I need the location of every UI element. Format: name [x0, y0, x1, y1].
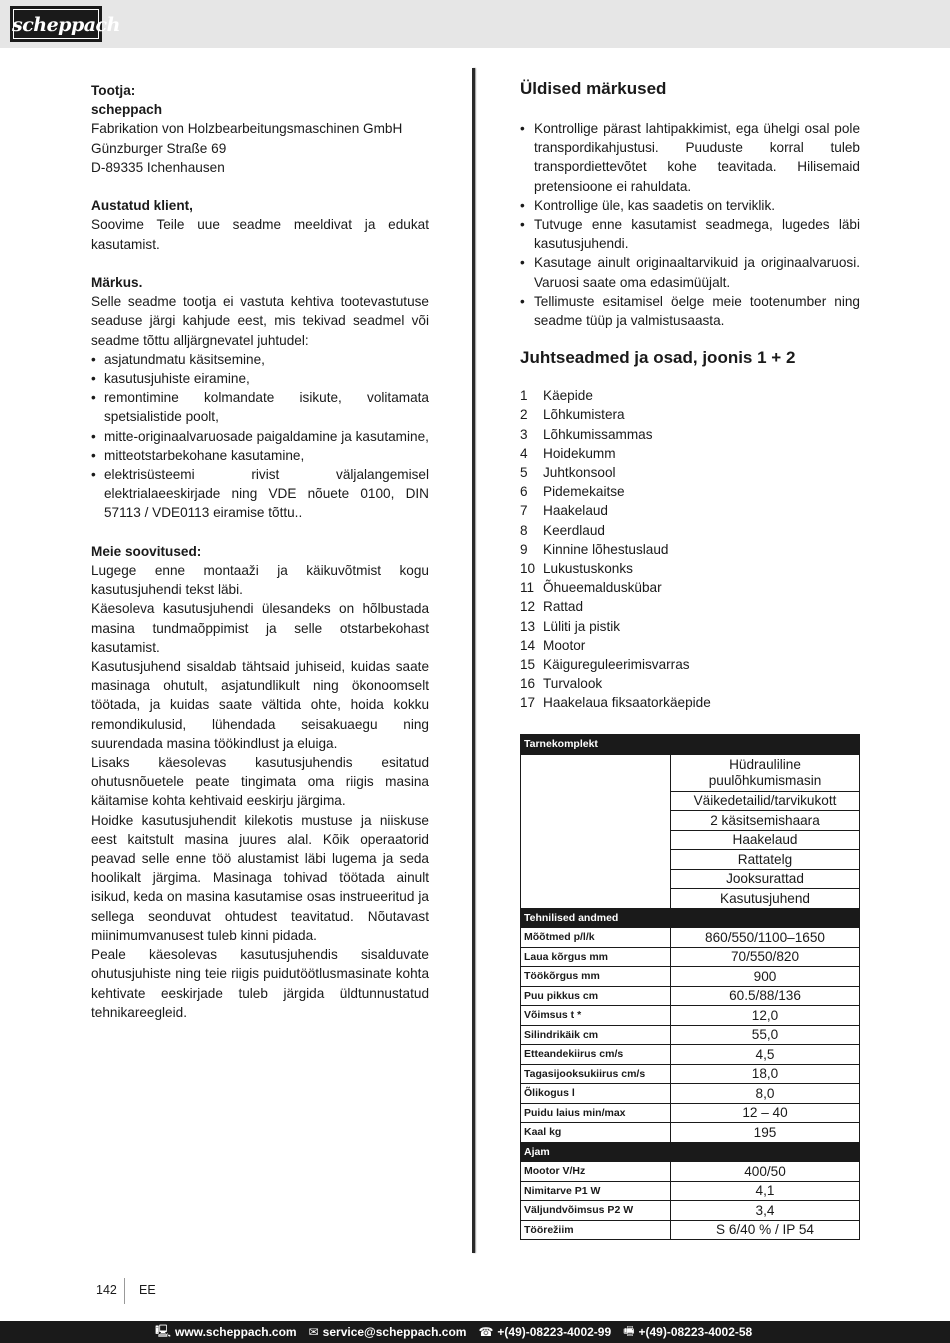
table-row: Laua kõrgus mm 70/550/820	[521, 947, 860, 967]
part-item: 8 Keerdlaud	[520, 522, 605, 538]
delivery-item: Kasutusjuhend	[671, 889, 860, 909]
maker-line: D-89335 Ichenhausen	[91, 159, 225, 175]
spec-table	[520, 734, 860, 1240]
delivery-item: Haakelaud	[671, 830, 860, 850]
note-text: Selle seadme tootja ei vastuta kehtiva tootevastutuse seaduse järgi kahjude eest, mis tekivad seadmel või seadme tõttu alljärgnevatel juhtudel:	[91, 294, 429, 348]
list-item: • asjatundmatu käsitsemine,	[91, 350, 429, 369]
footer-fax: 🖷 +(49)-08223-4002-58	[623, 1322, 752, 1343]
table-row: Nimitarve P1 W 4,1	[521, 1181, 860, 1201]
part-item: 11 Õhueemalduskübar	[520, 580, 662, 596]
delivery-item: Väikedetailid/tarvikukott	[671, 791, 860, 811]
list-item: • Tellimuste esitamisel öelge meie tootenumber ning seadme tüüp ja valmistusaasta.	[520, 292, 860, 330]
drive-heading: Ajam	[521, 1142, 860, 1162]
part-item: 12 Rattad	[520, 599, 584, 615]
computer-icon: 🖳	[155, 1323, 172, 1338]
tech-heading: Tehnilised andmed	[521, 908, 860, 928]
left-column	[91, 81, 429, 1022]
table-row: Mootor V/Hz 400/50	[521, 1162, 860, 1182]
column-divider	[472, 68, 475, 1253]
footer-email[interactable]: ✉ service@scheppach.com	[308, 1325, 467, 1339]
delivery-heading: Tarnekomplekt	[521, 735, 860, 755]
table-row: Õlikogus l 8,0	[521, 1084, 860, 1104]
table-row: Puu pikkus cm 60.5/88/136	[521, 986, 860, 1006]
part-item: 17 Haakelaua fiksaatorkäepide	[520, 695, 711, 711]
list-item: • Kontrollige üle, kas saadetis on terviklik.	[520, 196, 860, 215]
part-item: 10 Lukustuskonks	[520, 561, 633, 577]
fax-icon: 🖷	[623, 1323, 635, 1338]
delivery-item: Hüdrauliline puulõhkumismasin	[671, 754, 860, 791]
recommendation-paragraph: Käesoleva kasutusjuhendi ülesandeks on hõlbustada masina tundmaõppimist ja selle otstarbekohast kasutamist.	[91, 601, 429, 655]
dear-heading: Austatud klient,	[91, 198, 193, 214]
list-item: • mitte-originaalvaruosade paigaldamine ja kasutamine,	[91, 427, 429, 446]
table-row: Tagasijooksukiirus cm/s 18,0	[521, 1064, 860, 1084]
table-row	[521, 754, 860, 791]
footer-bar	[0, 1321, 950, 1343]
table-row: Silindrikäik cm 55,0	[521, 1025, 860, 1045]
part-item: 3 Lõhkumissammas	[520, 426, 653, 442]
delivery-item: Jooksurattad	[671, 869, 860, 889]
list-item: • remontimine kolmandate isikute, volitamata spetsialistide poolt,	[91, 388, 429, 426]
recommendation-paragraph: Hoidke kasutusjuhendit kilekotis mustuse ja niiskuse eest kaitstult masina juures alal. Kõik operaatorid peavad selle enne töö alustamist läbi lugema ja seda hoolikalt järgima. Masinaga tohivad töötada ainult isikud, keda on masina kasutamise osas instrueeritud ja sellega seonduvat ohtudest teavitatud. Nõutavast miinimumvanusest tuleb kinni pidada.	[91, 812, 429, 943]
table-row: Kaal kg 195	[521, 1123, 860, 1143]
recommendation-paragraph: Lugege enne montaaži ja käikuvõtmist kogu kasutusjuhendi tekst läbi.	[91, 563, 429, 598]
footer-web[interactable]: 🖳 www.scheppach.com	[155, 1322, 297, 1343]
list-item: • elektrisüsteemi rivist väljalangemisel elektrialaeeskirjade ning VDE nõuete 0100, DIN 57113 / VDE0113 eiramise tõttu..	[91, 465, 429, 523]
note-heading: Märkus.	[91, 275, 143, 290]
list-item: • Kontrollige pärast lahtipakkimist, ega ühelgi osal pole transpordikahjustusi. Puuduste korral tuleb transpordiettevõtet kohe teavitada. Hilisemaid pretensioone ei rahuldata.	[520, 119, 860, 196]
general-notes-heading: Üldised märkused	[520, 79, 667, 98]
right-column	[520, 78, 860, 713]
part-item: 9 Kinnine lõhestuslaud	[520, 541, 669, 557]
part-item: 4 Hoidekumm	[520, 445, 616, 461]
table-row: Töörežiim S 6/40 % / IP 54	[521, 1220, 860, 1240]
maker-line: Günzburger Straße 69	[91, 140, 227, 156]
list-item: • mitteotstarbekohane kasutamine,	[91, 446, 429, 465]
footer-phone: ☎ +(49)-08223-4002-99	[478, 1325, 612, 1339]
part-item: 7 Haakelaud	[520, 503, 608, 519]
maker-name: scheppach	[91, 102, 163, 118]
page-number: 142	[96, 1283, 117, 1297]
parts-heading: Juhtseadmed ja osad, joonis 1 + 2	[520, 348, 796, 368]
parts-list	[520, 386, 860, 712]
part-item: 16 Turvalook	[520, 676, 603, 692]
delivery-item: 2 käsitsemishaara	[671, 811, 860, 831]
list-item: • Tutvuge enne kasutamist seadmega, lugedes läbi kasutusjuhendi.	[520, 215, 860, 253]
note-list	[91, 350, 429, 523]
mail-icon: ✉	[308, 1325, 319, 1339]
recommendation-paragraph: Lisaks käesolevas kasutusjuhendis esitatud ohutusnõuetele peate tingimata oma riigis masina käitamise kohta kehtivaid eeskirju järgima.	[91, 755, 429, 809]
page-number-divider	[124, 1278, 125, 1304]
table-row: Puidu laius min/max 12 – 40	[521, 1103, 860, 1123]
part-item: 13 Lüliti ja pistik	[520, 618, 621, 634]
recommendation-paragraph: Kasutusjuhend sisaldab tähtsaid juhiseid, kuidas saate masinaga ohutult, asjatundlikult ning ökonoomselt töötada, ja kuidas saate vältida ohte, hoida kokku remondikulusid, lühendada seisakuaegu ning suurendada masina töökindlust ja eluiga.	[91, 659, 429, 751]
table-row: Võimsus t * 12,0	[521, 1006, 860, 1026]
delivery-item: Rattatelg	[671, 850, 860, 870]
recommendation-paragraph: Peale käesolevas kasutusjuhendis sisalduvate ohutusjuhiste ning teie riigis puidutöötlusmasinate kohta kehtivate eeskirjade tuleb järgida üldtunnustatud tehnikareegleid.	[91, 947, 429, 1020]
maker-line: Fabrikation von Holzbearbeitungsmaschinen GmbH	[91, 121, 403, 137]
part-item: 6 Pidemekaitse	[520, 484, 625, 500]
table-row: Mõõtmed p/l/k 860/550/1100–1650	[521, 928, 860, 948]
part-item: 14 Mootor	[520, 637, 586, 653]
table-row: Töökõrgus mm 900	[521, 967, 860, 987]
dear-text: Soovime Teile uue seadme meeldivat ja edukat kasutamist.	[91, 217, 429, 252]
table-header-row	[521, 1142, 860, 1162]
list-item: • kasutusjuhiste eiramine,	[91, 369, 429, 388]
part-item: 1 Käepide	[520, 388, 593, 404]
part-item: 5 Juhtkonsool	[520, 465, 616, 481]
maker-heading: Tootja:	[91, 83, 136, 98]
general-notes-list	[520, 119, 860, 330]
recommendations-heading: Meie soovitused:	[91, 543, 202, 559]
table-header-row	[521, 908, 860, 928]
table-row: Väljundvõimsus P2 W 3,4	[521, 1201, 860, 1221]
top-bar	[0, 0, 950, 48]
scheppach-logo: scheppach	[10, 6, 102, 42]
table-row: Etteandekiirus cm/s 4,5	[521, 1045, 860, 1065]
phone-icon: ☎	[478, 1325, 494, 1339]
table-header-row	[521, 735, 860, 755]
part-item: 15 Käigureguleerimisvarras	[520, 657, 690, 673]
list-item: • Kasutage ainult originaaltarvikuid ja originaalvaruosi. Varuosi saate oma edasimüüjalt.	[520, 253, 860, 291]
part-item: 2 Lõhkumistera	[520, 407, 625, 423]
language-code: EE	[139, 1283, 156, 1297]
